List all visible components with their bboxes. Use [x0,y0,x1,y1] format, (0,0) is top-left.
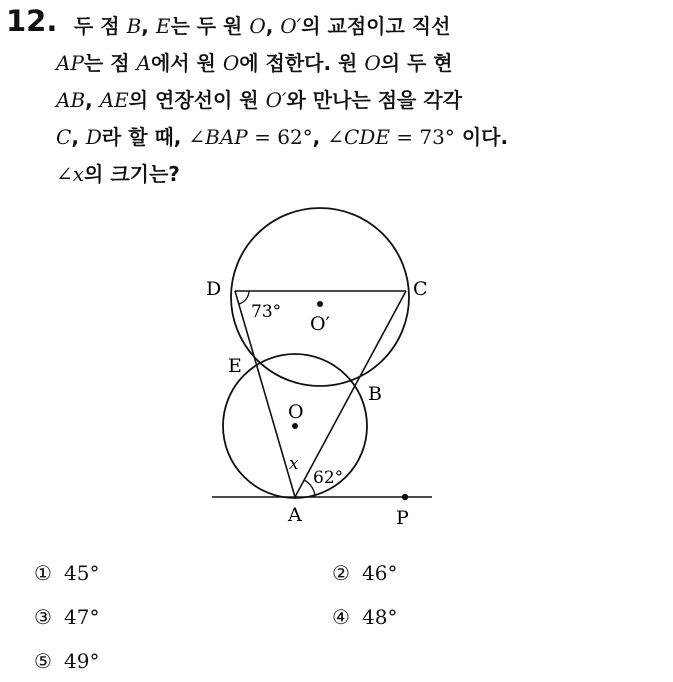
choice-1-value: 45° [64,561,100,585]
stem-text: 에서 원 [150,51,223,75]
stem-text: 라 할 때, [101,125,189,149]
label-d: D [206,278,222,300]
label-a: A [288,504,302,526]
stem-text: 의 교점이고 직선 [301,14,451,38]
point-p-dot [402,494,408,500]
label-o: O [288,401,304,423]
stem-math: D [85,125,102,149]
choice-3-mark: ③ [34,605,52,629]
stem-text: 의 연장선이 원 [128,88,266,112]
stem-text: 두 점 [74,14,127,38]
stem-math: CDE [344,125,390,149]
stem-math: O [364,51,381,75]
stem-text: 와 만나는 점을 각각 [286,88,462,112]
label-o-prime: O′ [310,313,330,335]
stem-text: , [141,14,156,38]
choice-4[interactable] [332,605,397,629]
stem-text: 의 크기는? [84,162,180,186]
choice-4-mark: ④ [332,605,350,629]
choice-3-value: 47° [64,605,100,629]
choice-5-mark: ⑤ [34,649,52,673]
stem-math: O [222,51,240,75]
angle-arc-d [239,291,249,304]
stem-text: , [312,125,328,149]
stem-text: 의 두 현 [380,51,453,75]
stem-math: BAP [205,125,248,149]
choice-2-value: 46° [362,561,398,585]
choice-5[interactable] [34,649,99,673]
stem-math-symbol: ∠ [327,125,344,149]
center-dot-o-prime [317,301,323,307]
choice-4-value: 48° [362,605,398,629]
label-angle-73: 73° [251,302,282,322]
stem-math: A [136,51,151,75]
label-b: B [368,383,382,405]
stem-math: E [155,14,171,38]
stem-math: AE [99,88,129,112]
choice-2[interactable] [332,561,397,585]
choice-1[interactable] [34,561,99,585]
choice-2-mark: ② [332,561,350,585]
stem-math: AP [56,51,84,75]
label-p: P [396,507,409,529]
label-e: E [228,355,242,377]
stem-math: O′ [280,14,302,38]
stem-math-symbol: = 62° [247,125,313,149]
label-angle-x: x [289,454,299,474]
label-angle-62: 62° [313,468,344,488]
stem-math: O′ [265,88,287,112]
stem-math-symbol: ∠ [56,162,73,186]
stem-text: 에 접한다. 원 [239,51,365,75]
stem-math-symbol: ∠ [188,125,206,149]
stem-math: C [56,125,72,149]
stem-math: B [126,14,142,38]
stem-math: AB [56,88,86,112]
stem-text: 는 두 원 [170,14,250,38]
stem-text: , [71,125,86,149]
stem-math: x [72,162,85,186]
choice-1-mark: ① [34,561,52,585]
stem-text: , [265,14,281,38]
choice-3[interactable] [34,605,99,629]
stem-math: O [249,14,266,38]
center-dot-o [292,423,298,429]
stem-math-symbol: = 73° [389,125,455,149]
question-number: 12. [6,4,58,38]
label-c: C [413,278,428,300]
stem-text: , [85,88,100,112]
stem-text: 는 점 [83,51,137,75]
choice-5-value: 49° [64,649,100,673]
stem-text: 이다. [454,125,509,149]
